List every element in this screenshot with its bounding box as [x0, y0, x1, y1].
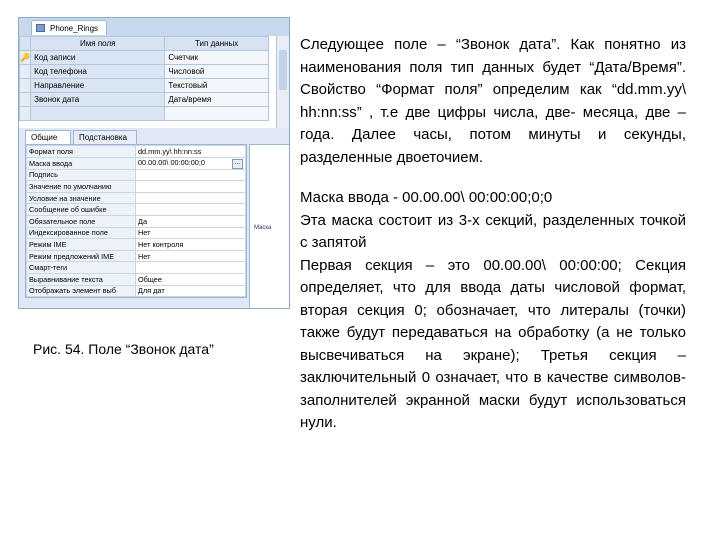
field-name-cell[interactable]: Звонок дата [31, 93, 165, 107]
property-name: Обязательное поле [27, 215, 136, 227]
field-table [19, 36, 269, 121]
help-text: Маска [254, 225, 272, 231]
property-value[interactable]: Нет [136, 250, 246, 262]
row-selector[interactable] [20, 65, 31, 79]
property-value[interactable] [136, 262, 246, 274]
figure-caption: Рис. 54. Поле “Звонок дата” [33, 341, 214, 357]
property-row[interactable] [27, 239, 246, 251]
document-tab[interactable] [31, 20, 107, 35]
table-row[interactable] [20, 93, 269, 107]
data-type-cell[interactable]: Счетчик [165, 51, 269, 65]
paragraph-sections-detail: Первая секция – это 00.00.00\ 00:00:00; Секция определяет, что для ввода даты числовой формат, вторая секция 0; обозначает, что литералы (точки) также будут передаваться на обработку (а не только высвечиваться на экране); Третья секция – заключительный 0 означает, что в качестве символов-заполнителей экранной маски будут использоваться нули. [300, 256, 686, 431]
row-selector[interactable] [20, 51, 31, 65]
property-value[interactable] [136, 204, 246, 216]
property-row[interactable] [27, 157, 246, 169]
property-value[interactable] [136, 181, 246, 193]
tab-lookup[interactable]: Подстановка [73, 130, 137, 144]
property-value[interactable]: dd.mm.yy\ hh:nn:ss [136, 146, 246, 158]
row-selector[interactable] [20, 107, 31, 121]
paragraph-mask-sections: Эта маска состоит из 3-х секций, разделенных точкой с запятой [300, 211, 686, 251]
document-tab-bar [19, 18, 289, 36]
tab-general[interactable]: Общие [25, 130, 71, 144]
row-selector[interactable] [20, 93, 31, 107]
property-name: Маска ввода [27, 157, 136, 169]
paragraph-input-mask: Маска ввода - 00.00.00\ 00:00:00;0;0 [300, 189, 553, 206]
property-name: Подпись [27, 169, 136, 181]
property-row[interactable] [27, 215, 246, 227]
property-row[interactable] [27, 227, 246, 239]
property-name: Значение по умолчанию [27, 181, 136, 193]
data-type-cell[interactable]: Текстовый [165, 79, 269, 93]
property-name: Смарт-теги [27, 262, 136, 274]
property-name: Режим IME [27, 239, 136, 251]
body-text [300, 34, 686, 435]
property-name: Режим предложений IME [27, 250, 136, 262]
property-value[interactable]: Да [136, 215, 246, 227]
column-header-data-type[interactable]: Тип данных [165, 37, 269, 51]
property-row[interactable] [27, 181, 246, 193]
table-icon [36, 24, 45, 32]
property-value[interactable] [136, 169, 246, 181]
row-selector[interactable] [20, 79, 31, 93]
access-table-design-screenshot [18, 17, 290, 309]
property-row[interactable] [27, 146, 246, 158]
property-name: Выравнивание текста [27, 273, 136, 285]
property-row[interactable] [27, 285, 246, 297]
property-row[interactable] [27, 250, 246, 262]
property-row[interactable] [27, 273, 246, 285]
scrollbar-thumb[interactable] [279, 50, 287, 90]
table-row[interactable] [20, 79, 269, 93]
property-value[interactable]: Для дат [136, 285, 246, 297]
data-type-cell[interactable]: Числовой [165, 65, 269, 79]
primary-key-icon: 🔑 [20, 53, 31, 62]
document-tab-label: Phone_Rings [50, 24, 99, 33]
paragraph-intro: Следующее поле – “Звонок дата”. Как понятно из наименования поля тип данных будет “Дата/Время”. Свойство “Формат поля” определим как “dd.mm.yy\ hh:nn:ss” , т.е две цифры числа, две- месяца, две – года. Далее часы, потом минуты и секунды, разделенные двоеточием. [300, 36, 686, 166]
properties-table [26, 145, 246, 297]
property-name: Сообщение об ошибке [27, 204, 136, 216]
help-panel [249, 144, 290, 309]
table-row[interactable] [20, 51, 269, 65]
table-row[interactable] [20, 65, 269, 79]
property-value[interactable]: Общее [136, 273, 246, 285]
field-name-cell[interactable] [31, 107, 165, 121]
table-row[interactable] [20, 107, 269, 121]
property-row[interactable] [27, 192, 246, 204]
field-name-cell[interactable]: Направление [31, 79, 165, 93]
property-name: Индексированное поле [27, 227, 136, 239]
field-properties-pane [19, 128, 289, 309]
data-type-cell[interactable] [165, 107, 269, 121]
property-name: Условие на значение [27, 192, 136, 204]
data-type-cell[interactable]: Дата/время [165, 93, 269, 107]
field-grid [19, 36, 289, 128]
property-row[interactable] [27, 262, 246, 274]
input-mask-value[interactable]: 00.00.00\ 00:00:00;0 [138, 157, 205, 167]
property-row[interactable] [27, 204, 246, 216]
paragraph-gap [300, 169, 686, 187]
column-header-field-name[interactable]: Имя поля [31, 37, 165, 51]
field-name-cell[interactable]: Код телефона [31, 65, 165, 79]
property-value[interactable]: Нет контроля [136, 239, 246, 251]
property-value[interactable]: Нет [136, 227, 246, 239]
property-name: Формат поля [27, 146, 136, 158]
property-name: Отображать элемент выб [27, 285, 136, 297]
properties-grid [25, 144, 247, 298]
property-value[interactable] [136, 192, 246, 204]
row-selector-header [20, 37, 31, 51]
property-value-input-mask[interactable] [136, 157, 246, 169]
build-button[interactable]: ... [232, 159, 243, 169]
vertical-scrollbar[interactable] [276, 36, 289, 128]
field-name-cell[interactable]: Код записи [31, 51, 165, 65]
property-row[interactable] [27, 169, 246, 181]
